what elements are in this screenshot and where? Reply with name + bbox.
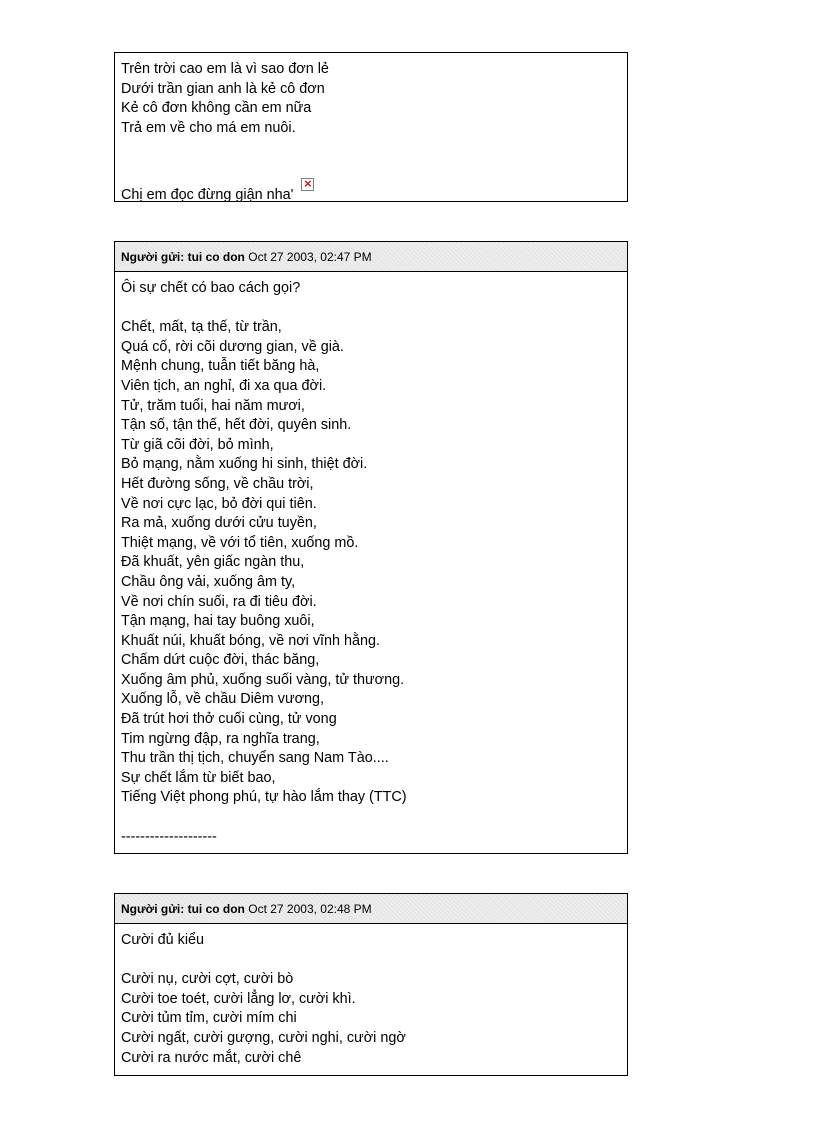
post-2-line: Quá cố, rời cõi dương gian, về già. [121,338,344,355]
post-2-line: Mệnh chung, tuẫn tiết băng hà, [121,358,320,375]
post-2-header [115,242,627,272]
post-3-line: Cười nụ, cười cợt, cười bò [121,971,294,988]
post-3-line: Cười ra nước mắt, cười chê [121,1049,302,1066]
post-1-line: Dưới trần gian anh là kẻ cô đơn [121,80,325,97]
blank-line [121,299,621,319]
post-3-line: Cười tủm tỉm, cười mím chi [121,1010,297,1027]
post-2-line: Khuất núi, khuất bóng, về nơi vĩnh hằng. [121,632,381,649]
post-2-sender: Người gửi: tui co don [121,250,245,264]
post-3-body [115,924,627,1074]
post-1 [114,52,628,202]
blank-line [121,951,621,971]
post-2-line: Tim ngừng đập, ra nghĩa trang, [121,730,320,747]
post-2-line: Bỏ mạng, nằm xuống hi sinh, thiệt đời. [121,456,368,473]
post-1-line: Trên trời cao em là vì sao đơn lẻ [121,61,329,77]
post-1-closing-line [121,178,621,206]
post-2-line: Tiếng Việt phong phú, tự hào lắm thay (TTC) [121,789,407,806]
post-2-line: Chầu ông vải, xuống âm ty, [121,573,296,590]
blank-line [121,158,621,178]
post-2-body [115,272,627,853]
post-2-line: Đã trút hơi thở cuối cùng, tử vong [121,711,337,728]
post-2-separator: -------------------- [121,828,217,845]
post-3 [114,893,628,1076]
post-2-date: Oct 27 2003, 02:47 PM [248,250,372,264]
post-3-sender: Người gửi: tui co don [121,902,245,916]
post-2-line: Về nơi cực lạc, bỏ đời qui tiên. [121,495,317,512]
post-1-line: Trả em về cho má em nuôi. [121,119,296,136]
post-2-line: Ra mả, xuống dưới cửu tuyền, [121,515,317,532]
post-2-line: Chấm dứt cuộc đời, thác băng, [121,652,320,669]
post-2-line: Xuống lỗ, về chầu Diêm vương, [121,691,325,708]
post-2-line: Về nơi chín suối, ra đi tiêu đời. [121,593,317,610]
post-2-line: Từ giã cõi đời, bỏ mình, [121,436,274,453]
post-2-line: Tận mạng, hai tay buông xuôi, [121,613,315,630]
post-2-line: Tận số, tận thế, hết đời, quyên sinh. [121,417,352,434]
post-3-title: Cười đủ kiểu [121,932,205,948]
post-2-title: Ôi sự chết có bao cách gọi? [121,280,301,296]
post-2-line: Thu trần thị tịch, chuyển sang Nam Tào.... [121,750,389,767]
post-3-line: Cười toe toét, cười lẳng lơ, cười khì. [121,990,356,1007]
post-2-line: Đã khuất, yên giấc ngàn thu, [121,554,305,571]
post-1-closing: Chị em đọc đừng giận nha' [121,186,294,203]
post-1-line: Kẻ cô đơn không cần em nữa [121,100,312,117]
post-2-line: Viên tịch, an nghỉ, đi xa qua đời. [121,377,327,394]
post-2-line: Xuống âm phủ, xuống suối vàng, tử thương. [121,671,405,688]
broken-image-icon [301,178,314,191]
post-2-line: Chết, mất, tạ thế, từ trần, [121,319,282,336]
post-2-line: Sự chết lắm từ biết bao, [121,769,276,786]
blank-line [121,138,621,158]
post-2-line: Tử, trăm tuổi, hai năm mươi, [121,397,305,414]
post-1-body [115,53,627,211]
post-3-line: Cười ngất, cười gượng, cười nghi, cười ngờ [121,1029,406,1046]
blank-line [121,808,621,828]
post-3-date: Oct 27 2003, 02:48 PM [248,902,372,916]
post-3-header [115,894,627,924]
post-2-line: Hết đường sống, về chầu trời, [121,475,314,492]
post-2 [114,241,628,854]
post-2-line: Thiệt mạng, về với tổ tiên, xuống mồ. [121,534,359,551]
